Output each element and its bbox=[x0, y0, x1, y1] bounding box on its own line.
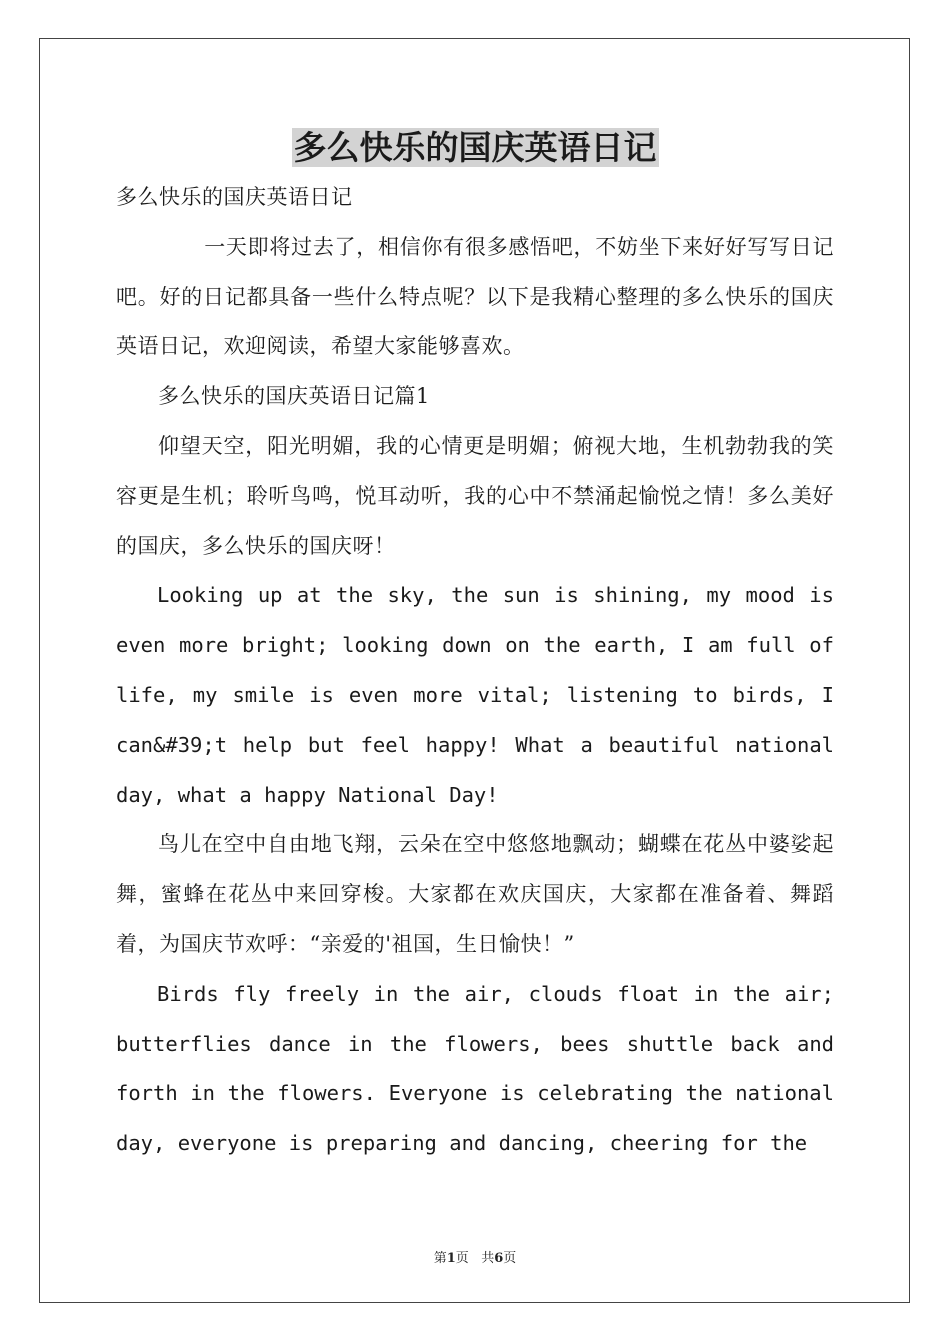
title-text: 多么快乐的国庆英语日记 bbox=[293, 128, 657, 167]
total-suffix: 页 bbox=[503, 1251, 517, 1266]
page-footer bbox=[0, 1247, 950, 1266]
total-prefix: 共 bbox=[481, 1251, 495, 1266]
current-page-number: 1 bbox=[446, 1251, 456, 1266]
total-page-number: 6 bbox=[494, 1251, 504, 1266]
intro-paragraph: 一天即将过去了，相信你有很多感悟吧，不妨坐下来好好写写日记吧。好的日记都具备一些什么特点呢？以下是我精心整理的多么快乐的国庆英语日记，欢迎阅读，希望大家能够喜欢。 bbox=[116, 234, 834, 359]
section-heading: 多么快乐的国庆英语日记篇1 bbox=[158, 384, 430, 409]
paragraph-en-1: Looking up at the sky, the sun is shining, my mood is even more bright; looking down on the earth, I am full of life, my smile is even more vital; listening to birds, I can&#39;t help but feel happy! What a beautiful national day, what a happy National Day! bbox=[116, 583, 834, 807]
document-body bbox=[116, 173, 834, 1169]
page-prefix: 第 bbox=[433, 1251, 447, 1266]
paragraph-en-2: Birds fly freely in the air, clouds float in the air; butterflies dance in the flowers, bees shuttle back and forth in the flowers. Everyone is celebrating the national day, everyone is preparing and dancing, cheering for the bbox=[116, 981, 834, 1156]
paragraph-cn-2: 鸟儿在空中自由地飞翔，云朵在空中悠悠地飘动；蝴蝶在花丛中婆娑起舞，蜜蜂在花丛中来回穿梭。大家都在欢庆国庆，大家都在准备着、舞蹈着，为国庆节欢呼：“亲爱的'祖国，生日愉快！” bbox=[116, 832, 834, 956]
subtitle: 多么快乐的国庆英语日记 bbox=[116, 185, 353, 209]
paragraph-cn-1: 仰望天空，阳光明媚，我的心情更是明媚；俯视大地，生机勃勃我的笑容更是生机；聆听鸟鸣，悦耳动听，我的心中不禁涌起愉悦之情！多么美好的国庆，多么快乐的国庆呀！ bbox=[116, 433, 834, 558]
document-title bbox=[0, 125, 950, 171]
page-suffix: 页 bbox=[455, 1251, 469, 1266]
